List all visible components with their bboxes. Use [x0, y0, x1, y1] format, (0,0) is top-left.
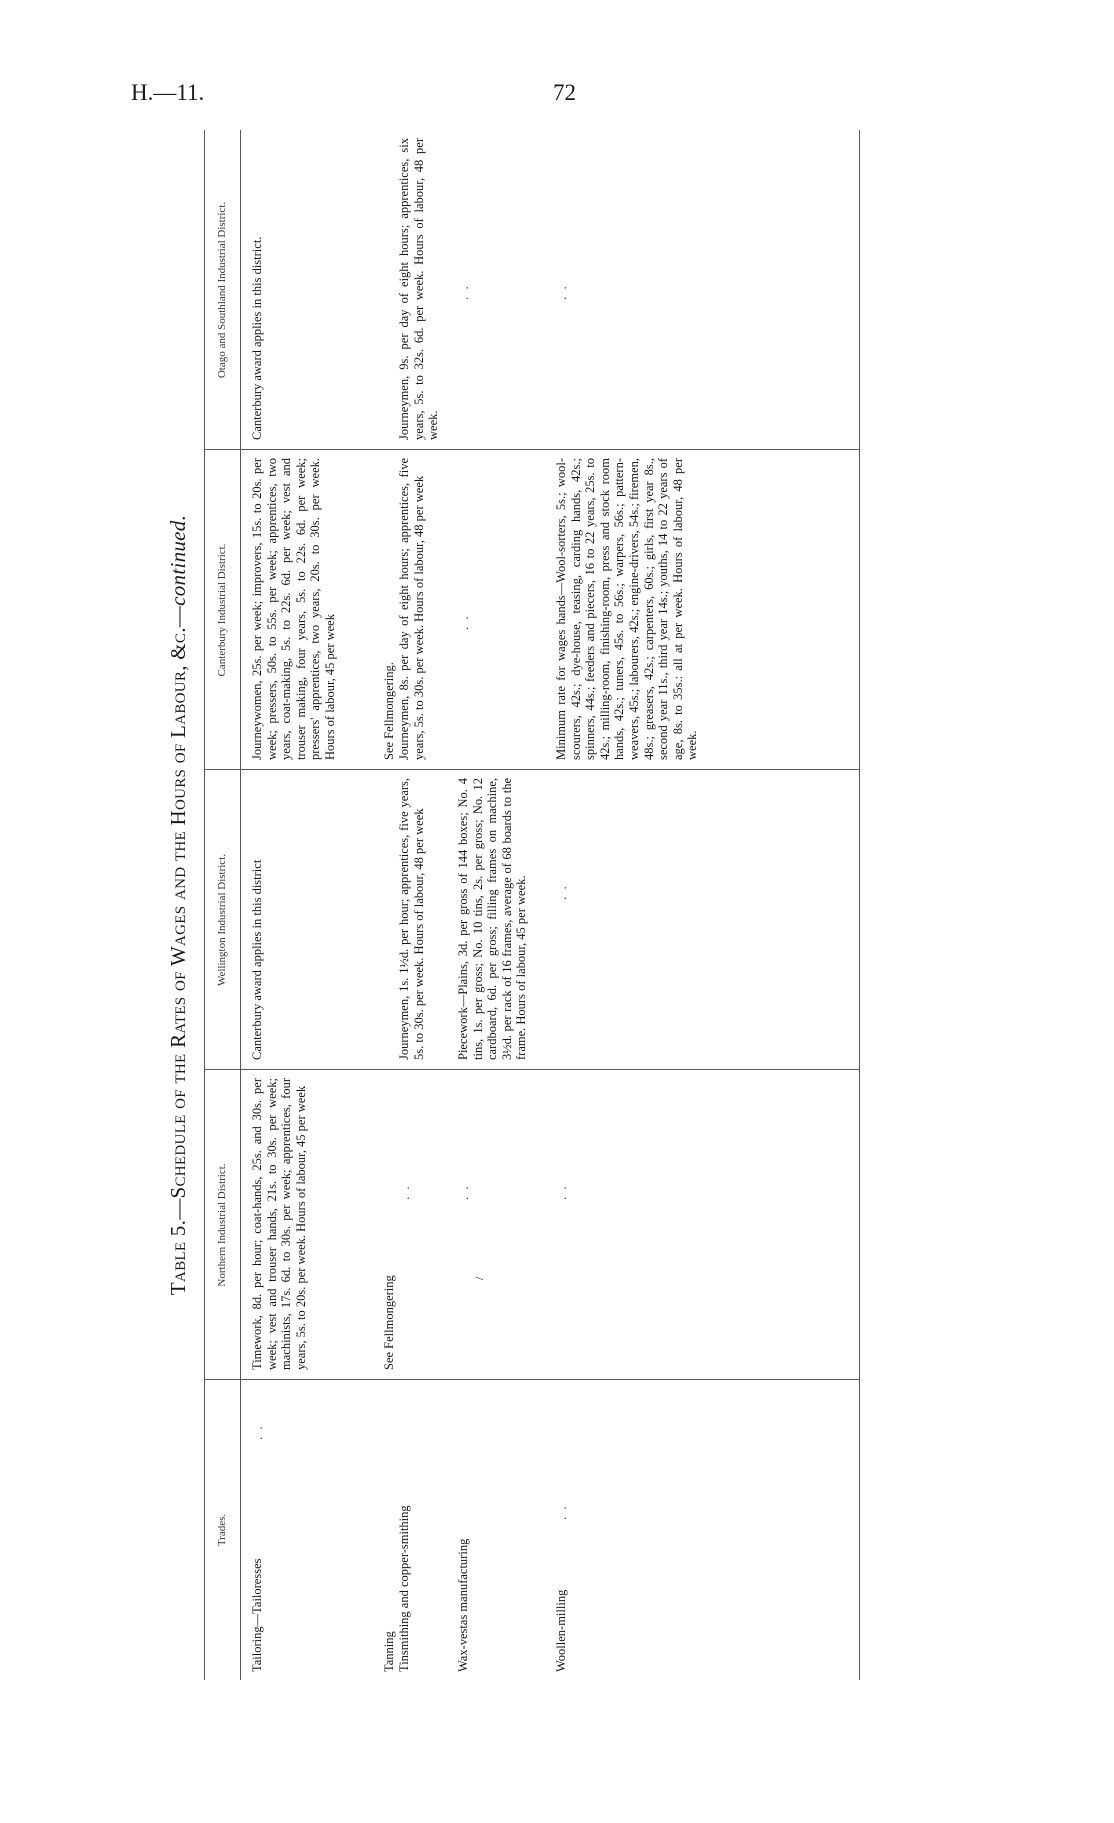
- column-separator: [204, 769, 860, 770]
- trade-tailoring: Tailoring—Tailoresses: [250, 1558, 264, 1672]
- leader-dots: . .: [554, 284, 569, 300]
- header-bottom-rule: [240, 130, 241, 1680]
- cell-tanning-canterbury: See Fellmongering.: [382, 662, 396, 760]
- table-title-text: Table 5.—Schedule of the Rates of Wages and the Hours of Labour, &c.—: [166, 605, 190, 1296]
- wages-table: [204, 130, 860, 1680]
- table-title: [160, 130, 196, 1680]
- column-separator: [204, 1069, 860, 1070]
- header-northern: Northern Industrial District.: [216, 1163, 228, 1287]
- leader-dots: . .: [456, 614, 471, 630]
- leader-dots: . .: [554, 1504, 569, 1520]
- trade-tanning: Tanning: [382, 1631, 396, 1672]
- leader-dots: . .: [456, 284, 471, 300]
- cell-tinsmithing-canterbury: Journeymen, 8s. per day of eight hours; apprentices, five years, 5s. to 30s. per week. Hours of labour, 48 per week: [397, 458, 426, 760]
- cell-woollen-milling-canterbury: Minimum rate for wages hands—Wool-sorters, 5s.; wool-scourers, 42s.; dye-house, teasing, carding hands, 42s.; spinners, 44s.; feeders and piecers, 16 to 22 years, 25s. to 42s.; milling-room, finishing-room, press and stock room hands, 42s.; tuners, 45s. to 56s.; warpers, 56s.; pattern-weavers, 45s.; labourers, 42s.; engine-drivers, 54s.; firemen, 48s.; greasers, 42s.; carpenters, 60s.; girls, first year 8s., second year 11s., third year 14s.; youths, 14 to 22 years of age, 8s. to 35s.: all at per week. Hours of labour, 48 per week.: [554, 458, 700, 760]
- page-number: 72: [553, 80, 576, 105]
- cell-tinsmithing-wellington: Journeymen, 1s. 1½d. per hour; apprentices, five years, 5s. to 30s. per week. Hours of labour, 48 per week: [397, 778, 426, 1060]
- stray-mark: /: [472, 1276, 486, 1280]
- column-separator: [204, 1379, 860, 1380]
- trade-woollen-milling: Woollen-milling: [554, 1589, 568, 1672]
- rotated-table-page: [160, 130, 860, 1680]
- leader-dots: . .: [397, 1184, 412, 1200]
- table-bottom-rule: [859, 130, 860, 1680]
- trade-wax-vestas: Wax-vestas manufacturing: [456, 1538, 470, 1672]
- leader-dots: . .: [554, 884, 569, 900]
- header-canterbury: Canterbury Industrial District.: [216, 543, 228, 677]
- header-trades: Trades.: [216, 1513, 228, 1547]
- header-wellington: Wellington Industrial District.: [216, 854, 228, 987]
- leader-dots: . .: [456, 1184, 471, 1200]
- cell-tinsmithing-otago: Journeymen, 9s. per day of eight hours; apprentices, six years, 5s. to 32s. 6d. per week. Hours of labour, 48 per week.: [397, 138, 441, 440]
- cell-tanning-northern: See Fellmongering: [382, 1275, 396, 1370]
- page-identifier: H.—11.: [131, 80, 205, 105]
- cell-tailoring-canterbury: Journeywomen, 25s. per week; improvers, 15s. to 20s. per week; pressers, 50s. to 55s. per week; apprentices, two years, coat-making, 5s. to 22s. 6d. per week; vest and trouser making, four years, 5s. to 22s. 6d. per week; pressers' apprentices, two years, 20s. to 30s. per week. Hours of labour, 45 per week: [250, 458, 337, 760]
- column-separator: [204, 449, 860, 450]
- trade-tinsmithing: Tinsmithing and copper-smithing: [397, 1505, 411, 1672]
- leader-dots: . .: [554, 1184, 569, 1200]
- cell-tailoring-northern: Timework, 8d. per hour; coat-hands, 25s. and 30s. per week; vest and trouser hands, 21s. to 30s. per week; machinists, 17s. 6d. to 30s. per week; apprentices, four years, 5s. to 20s. per week. Hours of labour, 45 per week: [250, 1078, 308, 1370]
- table-title-continued: continued.: [166, 514, 190, 606]
- cell-wax-vestas-wellington: Piecework—Plains, 3d. per gross of 144 boxes; No. 4 tins, 1s. per gross; No. 10 tins, 2s. per gross; No. 12 cardboard, 6d. per gross; filling frames on machine, 3½d. per rack of 16 frames, average of 68 boards to the frame. Hours of labour, 45 per week.: [456, 778, 529, 1060]
- table-top-rule: [204, 130, 205, 1680]
- leader-dots: . .: [250, 1424, 265, 1440]
- cell-tailoring-wellington: Canterbury award applies in this district: [250, 859, 264, 1060]
- cell-tailoring-otago: Canterbury award applies in this district.: [250, 236, 264, 440]
- header-otago: Otago and Southland Industrial District.: [216, 201, 228, 379]
